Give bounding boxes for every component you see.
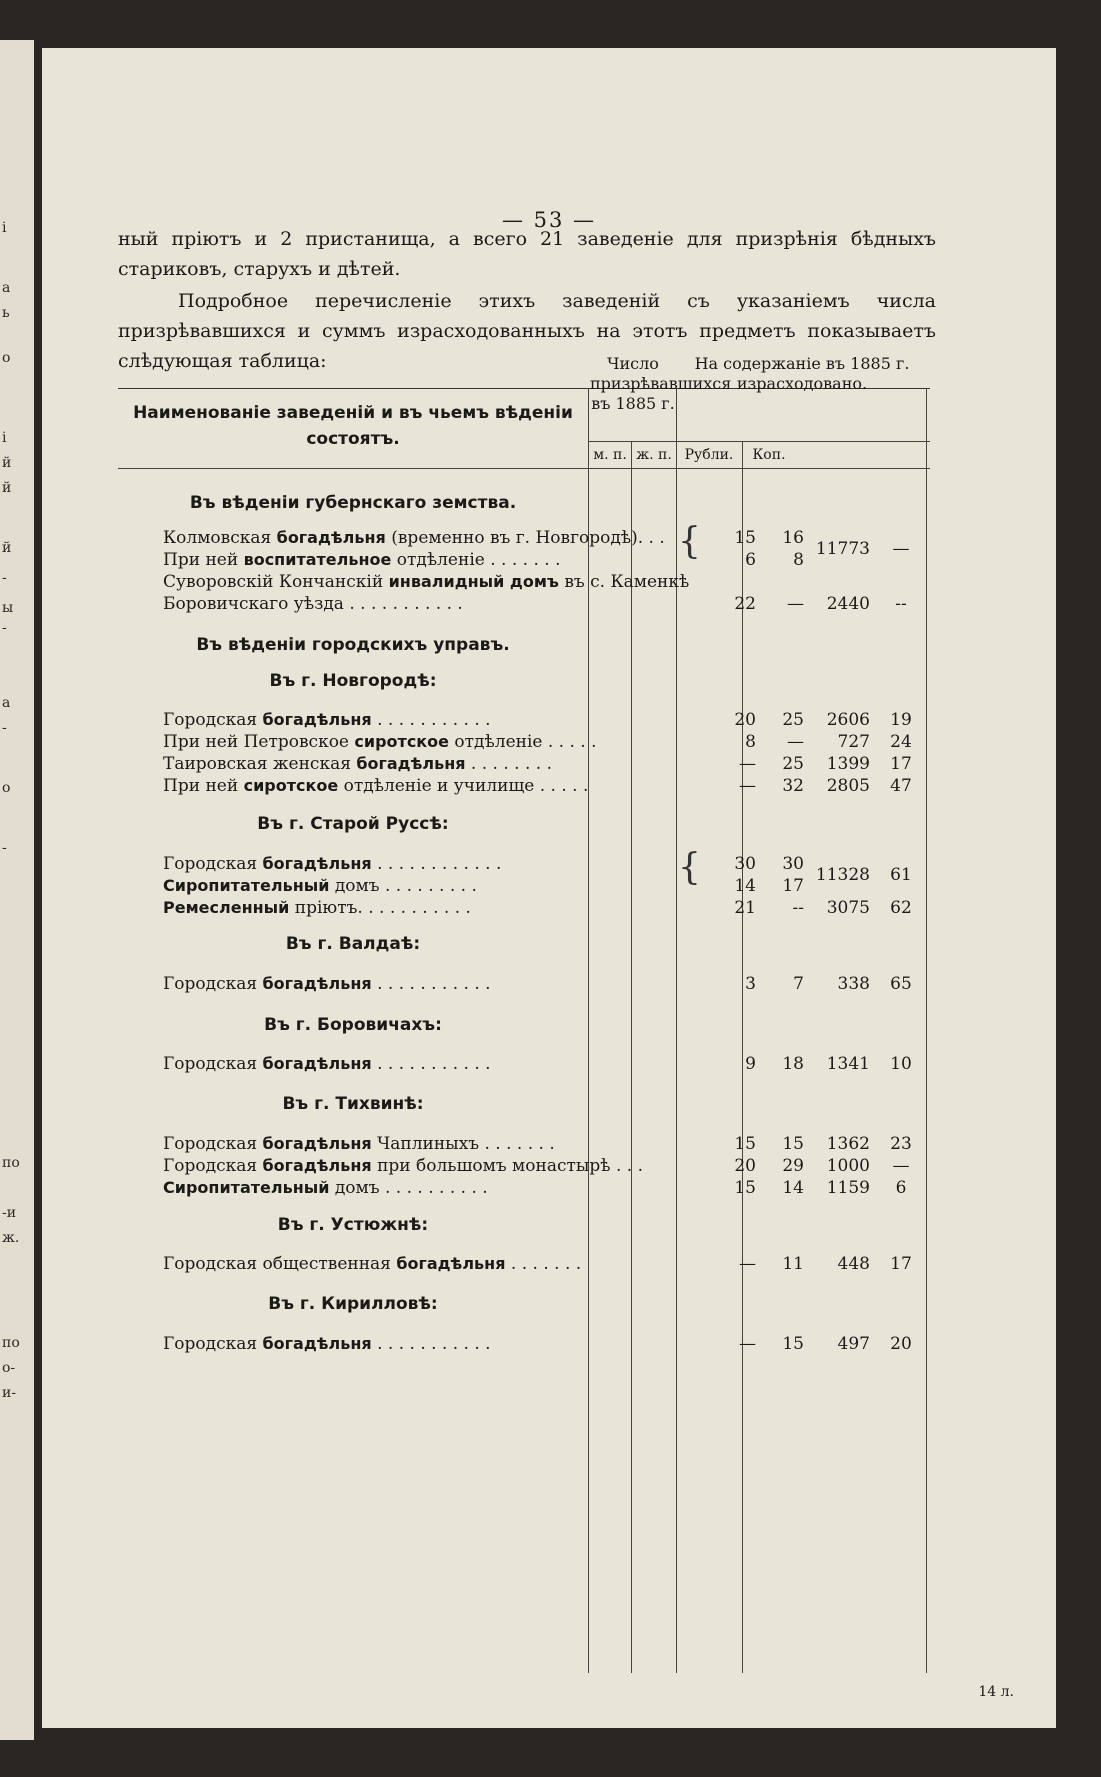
cell-women: 15 bbox=[782, 1334, 804, 1354]
row-label-text: Городская bbox=[163, 710, 263, 730]
row-label bbox=[163, 1254, 703, 1274]
cell-men: 15 bbox=[734, 528, 756, 548]
row-label-text: . . . . . . . . . . . bbox=[371, 1054, 491, 1074]
row-label-text: Городская bbox=[163, 1134, 263, 1154]
cell-kopeks: 17 bbox=[890, 1254, 912, 1274]
table-row bbox=[118, 732, 930, 754]
table-row-merged bbox=[118, 865, 930, 887]
cell-rubles: 1000 bbox=[826, 1156, 870, 1176]
page-number: — 53 — bbox=[501, 208, 597, 232]
margin-fragment: по bbox=[2, 1155, 20, 1171]
cell-rubles: 3075 bbox=[826, 898, 870, 918]
cell-men: 21 bbox=[734, 898, 756, 918]
margin-fragment: -и bbox=[2, 1205, 17, 1221]
city-heading: Въ г. Валдаѣ: bbox=[285, 934, 421, 954]
city-heading: Въ г. Кирилловѣ: bbox=[268, 1294, 438, 1314]
margin-fragment: о- bbox=[2, 1360, 16, 1376]
row-label-text: Городская bbox=[163, 974, 263, 994]
table-row bbox=[118, 1178, 930, 1200]
cell-men: — bbox=[739, 1254, 756, 1274]
cell-kopeks: 62 bbox=[890, 898, 912, 918]
cell-rubles: 338 bbox=[837, 974, 870, 994]
margin-fragment: й bbox=[2, 455, 12, 471]
header-cost: На содержаніе въ 1885 г. израсходовано. bbox=[694, 354, 910, 393]
table-row bbox=[118, 1156, 930, 1178]
city-heading: Въ г. Тихвинѣ: bbox=[282, 1094, 424, 1114]
brace: { bbox=[678, 847, 701, 888]
subheader-k: Коп. bbox=[752, 447, 786, 463]
table-row bbox=[118, 1054, 930, 1076]
row-label bbox=[163, 974, 703, 994]
cell-kopeks: 17 bbox=[890, 754, 912, 774]
city-heading: Въ г. Старой Руссѣ: bbox=[257, 814, 449, 834]
cell-women: 11 bbox=[782, 1254, 804, 1274]
row-label bbox=[163, 776, 703, 796]
margin-fragment: а bbox=[2, 695, 11, 711]
row-label-bold: богадѣльня bbox=[262, 1334, 372, 1353]
cell-men: 14 bbox=[734, 876, 756, 896]
row-label-text: При ней bbox=[163, 776, 244, 796]
cell-men: 20 bbox=[734, 1156, 756, 1176]
cell-men: 3 bbox=[745, 974, 756, 994]
subheader-r: Рубли. bbox=[684, 447, 734, 463]
cell-men: 15 bbox=[734, 1178, 756, 1198]
table-row bbox=[118, 754, 930, 776]
row-label-bold: Сиропитательный bbox=[163, 876, 330, 895]
row-label bbox=[163, 572, 703, 592]
table-row bbox=[118, 710, 930, 732]
row-label-bold: сиротское bbox=[243, 776, 339, 795]
cell-women: 17 bbox=[782, 876, 804, 896]
cell-women: 7 bbox=[793, 974, 804, 994]
cell-kopeks: 61 bbox=[890, 865, 912, 885]
cell-women: — bbox=[787, 732, 804, 752]
cell-rubles: 2440 bbox=[826, 594, 870, 614]
cell-men: 9 bbox=[745, 1054, 756, 1074]
row-label-text: . . . . . . . bbox=[505, 1254, 582, 1274]
subheader-rule bbox=[588, 441, 930, 442]
cell-men: 20 bbox=[734, 710, 756, 730]
margin-fragment: - bbox=[2, 840, 7, 856]
cell-women: 32 bbox=[782, 776, 804, 796]
cell-rubles: 2606 bbox=[826, 710, 870, 730]
row-label bbox=[163, 594, 703, 614]
section-heading: Въ вѣденіи губернскаго земства. bbox=[189, 493, 517, 513]
cell-men: — bbox=[739, 1334, 756, 1354]
cell-kopeks: 10 bbox=[890, 1054, 912, 1074]
margin-fragment: о bbox=[2, 780, 11, 796]
cell-men: 15 bbox=[734, 1134, 756, 1154]
row-label-text: пріютъ. . . . . . . . . . . bbox=[289, 898, 471, 918]
cell-rubles: 497 bbox=[837, 1334, 870, 1354]
cell-women: 15 bbox=[782, 1134, 804, 1154]
margin-fragment: ж. bbox=[2, 1230, 20, 1246]
row-label-bold: Сиропитательный bbox=[163, 1178, 330, 1197]
row-label-text: Колмовская bbox=[163, 528, 277, 548]
cell-men: 6 bbox=[745, 550, 756, 570]
row-label-text: Городская bbox=[163, 1156, 263, 1176]
row-label-text: домъ . . . . . . . . . bbox=[329, 876, 477, 896]
cell-women: 25 bbox=[782, 754, 804, 774]
row-label-text: . . . . . . . . bbox=[465, 754, 552, 774]
subheader-m: м. п. bbox=[593, 447, 627, 463]
margin-fragment: і bbox=[2, 430, 7, 446]
cell-kopeks: 19 bbox=[890, 710, 912, 730]
cell-kopeks: 23 bbox=[890, 1134, 912, 1154]
row-label-bold: богадѣльня bbox=[262, 1156, 372, 1175]
row-label-bold: богадѣльня bbox=[262, 854, 372, 873]
cell-men: 30 bbox=[734, 854, 756, 874]
row-label-text: Чаплиныхъ . . . . . . . bbox=[371, 1134, 555, 1154]
section-heading: Въ вѣденіи городскихъ управъ. bbox=[196, 635, 510, 655]
row-label-text: Городская bbox=[163, 1054, 263, 1074]
cell-women: 8 bbox=[793, 550, 804, 570]
subheader-z: ж. п. bbox=[636, 447, 672, 463]
margin-fragment: і bbox=[2, 220, 7, 236]
cell-kopeks: 24 bbox=[890, 732, 912, 752]
table-row bbox=[118, 974, 930, 996]
table-row-merged bbox=[118, 539, 930, 561]
row-label-text: . . . . . . . . . . . bbox=[371, 710, 491, 730]
row-label-text: При ней bbox=[163, 550, 244, 570]
cell-rubles: 11773 bbox=[815, 539, 870, 559]
intro-paragraph-2: Подробное перечисленіе этихъ заведеній съ указаніемъ числа призрѣвавшихся и суммъ израсходованныхъ на этотъ предметъ показываетъ слѣдующая таблица: bbox=[118, 290, 936, 372]
cell-women: 14 bbox=[782, 1178, 804, 1198]
margin-fragment: по bbox=[2, 1335, 20, 1351]
row-label bbox=[163, 898, 703, 918]
row-label bbox=[163, 732, 703, 752]
cell-kopeks: 65 bbox=[890, 974, 912, 994]
margin-fragment: а bbox=[2, 280, 11, 296]
row-label-text: отдѣленіе . . . . . . . bbox=[391, 550, 561, 570]
row-label-bold: богадѣльня bbox=[262, 974, 372, 993]
city-heading: Въ г. Боровичахъ: bbox=[264, 1015, 442, 1035]
cell-rubles: 1399 bbox=[826, 754, 870, 774]
row-label-bold: богадѣльня bbox=[262, 1054, 372, 1073]
row-label bbox=[163, 1054, 703, 1074]
row-label-text: отдѣленіе . . . . . bbox=[449, 732, 597, 752]
signature-mark: 14 л. bbox=[978, 1684, 1014, 1700]
cell-women: 25 bbox=[782, 710, 804, 730]
cell-men: — bbox=[739, 754, 756, 774]
cell-rubles: 448 bbox=[837, 1254, 870, 1274]
cell-kopeks: — bbox=[892, 539, 910, 559]
cell-women: 30 bbox=[782, 854, 804, 874]
cell-rubles: 1341 bbox=[826, 1054, 870, 1074]
cell-rubles: 1362 bbox=[826, 1134, 870, 1154]
cell-women: — bbox=[787, 594, 804, 614]
cell-women: 16 bbox=[782, 528, 804, 548]
cell-women: -- bbox=[792, 898, 804, 918]
cell-men: 8 bbox=[745, 732, 756, 752]
row-label-text: При ней Петровское bbox=[163, 732, 355, 752]
row-label-text: Таировская женская bbox=[163, 754, 357, 774]
header-bottom-rule bbox=[118, 468, 930, 469]
city-heading: Въ г. Устюжнѣ: bbox=[277, 1215, 429, 1235]
margin-fragment: и- bbox=[2, 1385, 17, 1401]
cell-rubles: 1159 bbox=[826, 1178, 870, 1198]
table-row bbox=[118, 776, 930, 798]
margin-fragment: ы bbox=[2, 600, 14, 616]
row-label-bold: сиротское bbox=[354, 732, 450, 751]
table-row bbox=[118, 1254, 930, 1276]
row-label-text: Городская bbox=[163, 854, 263, 874]
margin-fragment: ь bbox=[2, 305, 10, 321]
cell-rubles: 727 bbox=[837, 732, 870, 752]
margin-fragment: - bbox=[2, 620, 7, 636]
row-label-text: домъ . . . . . . . . . . bbox=[329, 1178, 488, 1198]
margin-fragment: й bbox=[2, 540, 12, 556]
row-label-text: . . . . . . . . . . . . bbox=[371, 854, 502, 874]
document-page bbox=[42, 48, 1056, 1728]
cell-kopeks: 6 bbox=[895, 1178, 907, 1198]
table-row bbox=[118, 572, 930, 594]
row-label-bold: богадѣльня bbox=[396, 1254, 506, 1273]
header-count: Число призрѣвавшихся въ 1885 г. bbox=[590, 354, 732, 413]
header-name: Наименованіе заведеній и въ чьемъ вѣденіи состоятъ. bbox=[133, 403, 573, 449]
row-label-text: (временно въ г. Новгородѣ). . . bbox=[385, 528, 665, 548]
cell-rubles: 2805 bbox=[826, 776, 870, 796]
row-label bbox=[163, 710, 703, 730]
cell-kopeks: — bbox=[892, 1156, 910, 1176]
row-label-bold: воспитательное bbox=[243, 550, 392, 569]
row-label-text: Городская bbox=[163, 1334, 263, 1354]
row-label-bold: богадѣльня bbox=[262, 1134, 372, 1153]
row-label-text: въ с. Каменкѣ bbox=[558, 572, 690, 592]
cell-men: 22 bbox=[734, 594, 756, 614]
intro-paragraph-1: ный пріютъ и 2 пристанища, а всего 21 заведеніе для призрѣнія бѣдныхъ стариковъ, старухъ и дѣтей. bbox=[118, 228, 936, 280]
cell-women: 18 bbox=[782, 1054, 804, 1074]
table-row bbox=[118, 898, 930, 920]
row-label bbox=[163, 1178, 703, 1198]
cell-kopeks: 47 bbox=[890, 776, 912, 796]
cell-women: 29 bbox=[782, 1156, 804, 1176]
row-label-text: при большомъ монастырѣ . . . bbox=[371, 1156, 643, 1176]
row-label-text: Суворовскій Кончанскій bbox=[163, 572, 389, 592]
brace: { bbox=[678, 521, 701, 562]
row-label-text: . . . . . . . . . . . bbox=[371, 1334, 491, 1354]
city-heading: Въ г. Новгородѣ: bbox=[269, 671, 437, 691]
cell-kopeks: 20 bbox=[890, 1334, 912, 1354]
cell-kopeks: -- bbox=[895, 594, 907, 614]
row-label-text: отдѣленіе и училище . . . . . bbox=[338, 776, 589, 796]
row-label-bold: Ремесленный bbox=[163, 898, 290, 917]
row-label bbox=[163, 1134, 703, 1154]
margin-fragment: й bbox=[2, 480, 12, 496]
row-label-text: Боровичскаго уѣзда . . . . . . . . . . . bbox=[163, 594, 463, 614]
table-row bbox=[118, 1334, 930, 1356]
margin-fragment: о bbox=[2, 350, 11, 366]
table-row bbox=[118, 1134, 930, 1156]
adjacent-page-edge bbox=[0, 40, 34, 1740]
margin-fragment: - bbox=[2, 570, 7, 586]
row-label-text: Городская общественная bbox=[163, 1254, 397, 1274]
row-label-text: . . . . . . . . . . . bbox=[371, 974, 491, 994]
cell-rubles: 11328 bbox=[815, 865, 870, 885]
table-row bbox=[118, 594, 930, 616]
row-label-bold: инвалидный домъ bbox=[388, 572, 559, 591]
row-label bbox=[163, 1156, 703, 1176]
margin-fragment: - bbox=[2, 720, 7, 736]
row-label-bold: богадѣльня bbox=[262, 710, 372, 729]
cell-men: — bbox=[739, 776, 756, 796]
row-label-bold: богадѣльня bbox=[276, 528, 386, 547]
row-label bbox=[163, 1334, 703, 1354]
row-label-bold: богадѣльня bbox=[356, 754, 466, 773]
row-label bbox=[163, 754, 703, 774]
